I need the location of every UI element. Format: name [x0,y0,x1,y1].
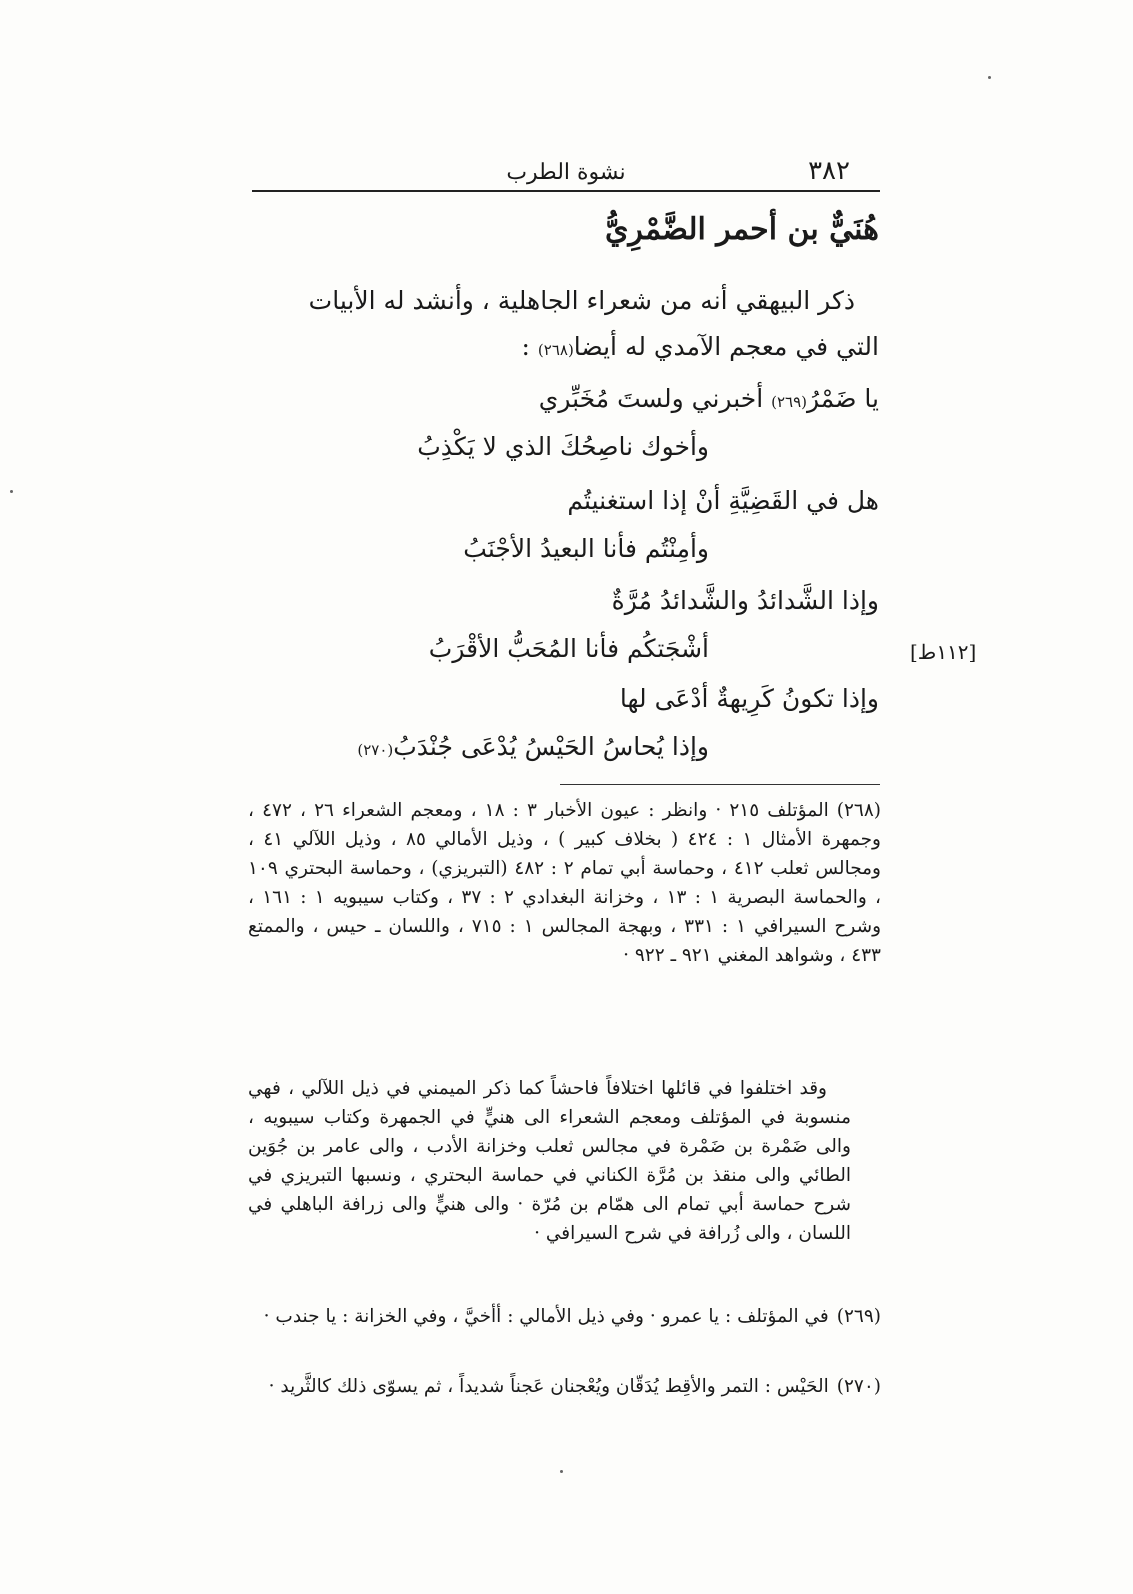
verse-1-first-a: يا ضَمْرُ [807,384,879,413]
footnote-268-text: المؤتلف ٢١٥ · وانظر : عيون الأخبار ٣ : ١٨ ، ومعجم الشعراء ٢٦ ، ٤٧٢ ، وجمهرة الأمثال ١ : ٤٢٤ ( بخلاف كبير ) ، وذيل الأمالي ٨٥ ، وذيل اللآلي ٤١ ، ومجالس ثعلب ٤١٢ ، وحماسة أبي تمام ٢ : ٤٨٢ (التبريزي) ، وحماسة البحتري ١٠٩ ، والحماسة البصرية ١ : ١٣ ، وخزانة البغدادي ٢ : ٣٧ ، وكتاب سيبويه ١ : ١٦١ ، وشرح السيرافي ١ : ٣٣١ ، وبهجة المجالس ١ : ٧١٥ ، واللسان ـ حيس ، والممتع ٤٣٣ ، وشواهد المغني ٩٢١ ـ ٩٢٢ · [248,800,882,966]
running-header [252,156,880,192]
footnote-270-text: الحَيْس : التمر والأقِط يُدَقّان ويُعْجنان عَجناً شديداً ، ثم يسوّى ذلك كالثَّريد · [268,1376,829,1397]
footnote-268-discussion: وقد اختلفوا في قائلها اختلافاً فاحشاً كما ذكر الميمني في ذيل اللآلي ، فهي منسوبة في المؤتلف ومعجم الشعراء الى هنيٍّ في الجمهرة وكتاب سيبويه ، والى ضَمْرة بن ضَمْرة في مجالس ثعلب وخزانة الأدب ، والى عامر بن جُوَين الطائي والى منقذ بن مُرَّة الكناني في حماسة البحتري ، ونسبها التبريزي في شرح حماسة أبي تمام الى همّام بن مُرّة · والى هنيٍّ والى زرافة الباهلي في اللسان ، والى زُرافة في شرح السيرافي · [248,1078,851,1244]
intro-paragraph [252,278,879,373]
verse-2-first-hemistich: هل في القَضِيَّةِ أنْ إذا استغنيتُم [567,486,879,515]
verse-4-first-hemistich: وإذا تكونُ كَرِيهةٌ أدْعَى لها [619,684,879,713]
page-number: ٣٨٢ [808,156,850,186]
verse-3-first-hemistich: وإذا الشَّدائدُ والشَّدائدُ مُرَّةٌ [611,586,879,615]
footnote-269 [248,1302,881,1331]
footnote-268-paragraph [248,1074,881,1248]
footnote-ref-269: (٢٦٩) [771,393,807,411]
verse-2-second-hemistich: وأمِنْتُم فأنا البعيدُ الأجْنَبُ [463,534,709,563]
intro-line-1: ذكر البيهقي أنه من شعراء الجاهلية ، وأنشد له الأبيات [308,286,855,315]
footnote-270 [248,1372,881,1401]
verse-1-first-b: أخبرني ولستَ مُخَبِّري [538,384,772,413]
footnote-269-text: في المؤتلف : يا عمرو · وفي ذيل الأمالي : أأخيَّ ، وفي الخزانة : يا جندب · [263,1306,829,1327]
footnote-ref-268: (٢٦٨) [537,341,574,359]
verse-1-first-hemistich [539,384,879,413]
header-rule [252,190,880,192]
verse-4-second-hemistich [357,732,709,761]
verse-3-second-hemistich: أشْجَتكُم فأنا المُحَبُّ الأقْرَبُ [428,634,709,663]
entry-title: هُنَيٌّ بن أحمر الضَّمْرِيُّ [604,212,879,247]
footnote-270-number: (٢٧٠) [836,1376,881,1397]
running-title: نشوة الطرب [506,160,626,185]
footnote-268 [248,796,881,970]
intro-line-2-end: : [521,332,538,361]
footnote-ref-270: (٢٧٠) [357,741,394,759]
manuscript-folio-marker: [١١٢ط] [910,640,977,664]
scan-speck [988,76,991,79]
footnote-269-number: (٢٦٩) [836,1306,881,1327]
verse-1-second-hemistich: وأخوك ناصِحُكَ الذي لا يَكْذِبُ [417,432,709,461]
verse-4-second-text: وإذا يُحاسُ الحَيْسُ يُدْعَى جُنْدَبُ [393,732,709,761]
intro-line-2 [252,324,879,373]
footnote-separator [560,784,880,785]
scan-speck [10,490,13,493]
scan-speck [560,1470,563,1473]
intro-line-2-text: التي في معجم الآمدي له أيضا [573,332,879,361]
footnote-268-number: (٢٦٨) [836,800,881,821]
